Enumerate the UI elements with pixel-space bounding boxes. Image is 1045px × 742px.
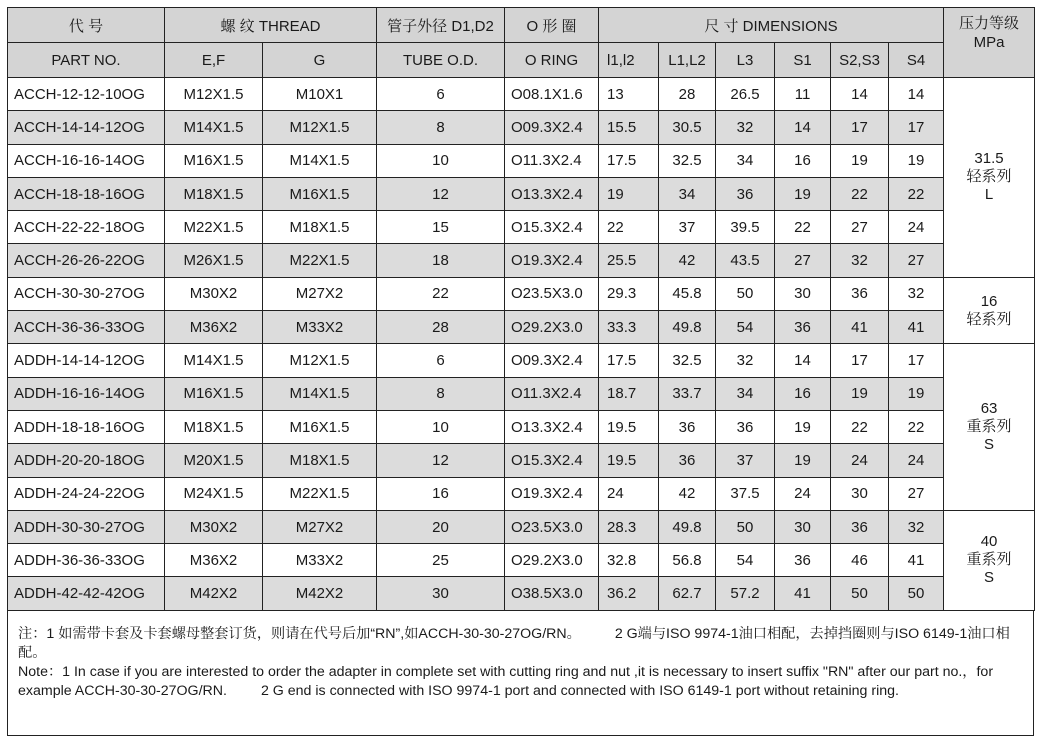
dim-col-header: S1 — [775, 43, 831, 78]
oring-cell: O15.3X2.4 — [505, 444, 599, 477]
thread-g-cell: M14X1.5 — [263, 377, 377, 410]
dimension-cell: 54 — [716, 544, 775, 577]
dimension-cell: 54 — [716, 311, 775, 344]
oring-cell: O09.3X2.4 — [505, 111, 599, 144]
dimension-cell: 45.8 — [659, 277, 716, 310]
dimension-cell: 22 — [831, 177, 889, 210]
dim-col-header: l1,l2 — [599, 43, 659, 78]
thread-ef-cell: M30X2 — [165, 510, 263, 543]
dim-col-header: S4 — [889, 43, 944, 78]
tube-od-cell: 30 — [377, 577, 505, 610]
thread-ef-cell: M26X1.5 — [165, 244, 263, 277]
tube-od-cell: 18 — [377, 244, 505, 277]
dimension-cell: 14 — [831, 78, 889, 111]
table-row — [8, 510, 1035, 543]
code-zh-header: 代 号 — [8, 8, 165, 43]
dimension-cell: 41 — [889, 544, 944, 577]
dimension-table — [7, 7, 1035, 611]
dimension-cell: 41 — [831, 311, 889, 344]
part-no-cell: ADDH-18-18-16OG — [8, 410, 165, 443]
thread-g-cell: M16X1.5 — [263, 177, 377, 210]
dimension-cell: 36 — [716, 177, 775, 210]
dimension-cell: 19 — [831, 144, 889, 177]
dimension-cell: 30.5 — [659, 111, 716, 144]
dim-col-header: S2,S3 — [831, 43, 889, 78]
thread-g-cell: M14X1.5 — [263, 144, 377, 177]
dimension-cell: 36 — [716, 410, 775, 443]
part-no-cell: ADDH-30-30-27OG — [8, 510, 165, 543]
oring-cell: O11.3X2.4 — [505, 144, 599, 177]
thread-ef-cell: M18X1.5 — [165, 410, 263, 443]
dimension-cell: 17.5 — [599, 344, 659, 377]
dimension-cell: 19 — [831, 377, 889, 410]
thread-ef-cell: M12X1.5 — [165, 78, 263, 111]
dimension-cell: 34 — [716, 144, 775, 177]
tube-od-cell: 25 — [377, 544, 505, 577]
dimension-cell: 27 — [889, 244, 944, 277]
table-row — [8, 444, 1035, 477]
table-row — [8, 544, 1035, 577]
tube-od-header: TUBE O.D. — [377, 43, 505, 78]
dimension-cell: 39.5 — [716, 211, 775, 244]
table-row — [8, 344, 1035, 377]
table-row — [8, 177, 1035, 210]
thread-ef-cell: M42X2 — [165, 577, 263, 610]
dimension-cell: 62.7 — [659, 577, 716, 610]
dimension-cell: 22 — [775, 211, 831, 244]
dimension-cell: 19 — [775, 444, 831, 477]
thread-header: 螺 纹 THREAD — [165, 8, 377, 43]
oring-cell: O19.3X2.4 — [505, 477, 599, 510]
dimension-cell: 11 — [775, 78, 831, 111]
dimension-cell: 43.5 — [716, 244, 775, 277]
tube-od-cell: 6 — [377, 344, 505, 377]
dimension-cell: 50 — [889, 577, 944, 610]
dimension-cell: 32 — [889, 277, 944, 310]
dimension-cell: 37 — [716, 444, 775, 477]
dimension-cell: 36 — [775, 311, 831, 344]
dimension-cell: 14 — [775, 344, 831, 377]
part-no-cell: ACCH-12-12-10OG — [8, 78, 165, 111]
dimension-cell: 24 — [889, 444, 944, 477]
dimension-cell: 17 — [831, 111, 889, 144]
pressure-value: 40 — [980, 533, 998, 551]
pressure-series: 轻系列 — [966, 310, 1012, 328]
thread-ef-cell: M22X1.5 — [165, 211, 263, 244]
tube-od-cell: 8 — [377, 111, 505, 144]
g-header: G — [263, 43, 377, 78]
pressure-cell — [944, 510, 1035, 610]
dimension-cell: 24 — [599, 477, 659, 510]
oring-header: O RING — [505, 43, 599, 78]
thread-g-cell: M22X1.5 — [263, 244, 377, 277]
part-no-cell: ACCH-16-16-14OG — [8, 144, 165, 177]
dimension-cell: 36 — [831, 277, 889, 310]
tube-od-cell: 28 — [377, 311, 505, 344]
dimension-cell: 57.2 — [716, 577, 775, 610]
dimension-cell: 19 — [775, 410, 831, 443]
thread-g-cell: M12X1.5 — [263, 111, 377, 144]
dimension-cell: 24 — [831, 444, 889, 477]
part-no-cell: ACCH-22-22-18OG — [8, 211, 165, 244]
header-row-top — [8, 8, 1035, 43]
thread-ef-cell: M30X2 — [165, 277, 263, 310]
pressure-code: S — [984, 569, 995, 587]
tube-od-cell: 6 — [377, 78, 505, 111]
part-no-cell: ADDH-24-24-22OG — [8, 477, 165, 510]
part-no-cell: ACCH-18-18-16OG — [8, 177, 165, 210]
dimension-cell: 27 — [889, 477, 944, 510]
thread-ef-cell: M20X1.5 — [165, 444, 263, 477]
oring-cell: O11.3X2.4 — [505, 377, 599, 410]
thread-g-cell: M33X2 — [263, 311, 377, 344]
dimension-cell: 37 — [659, 211, 716, 244]
pressure-cell — [944, 344, 1035, 510]
part-no-cell: ADDH-36-36-33OG — [8, 544, 165, 577]
pressure-unit: MPa — [973, 34, 1005, 51]
dimension-cell: 36.2 — [599, 577, 659, 610]
dimension-cell: 29.3 — [599, 277, 659, 310]
dimension-cell: 30 — [831, 477, 889, 510]
note-en-2: 2 G end is connected with ISO 9974-1 port and connected with ISO 6149-1 port without retaining ring. — [260, 682, 899, 699]
tube-od-cell: 12 — [377, 444, 505, 477]
thread-ef-cell: M14X1.5 — [165, 344, 263, 377]
tube-zh-header: 管子外径 D1,D2 — [377, 8, 505, 43]
oring-cell: O13.3X2.4 — [505, 410, 599, 443]
spec-sheet — [7, 7, 1034, 736]
thread-g-cell: M16X1.5 — [263, 410, 377, 443]
thread-g-cell: M10X1 — [263, 78, 377, 111]
thread-ef-cell: M18X1.5 — [165, 177, 263, 210]
pressure-code: L — [984, 186, 994, 204]
notes — [7, 611, 1034, 736]
oring-cell: O23.5X3.0 — [505, 277, 599, 310]
dimension-cell: 33.3 — [599, 311, 659, 344]
dimension-cell: 34 — [659, 177, 716, 210]
dimension-cell: 32 — [889, 510, 944, 543]
pressure-value: 16 — [980, 292, 998, 310]
part-no-cell: ADDH-20-20-18OG — [8, 444, 165, 477]
tube-od-cell: 20 — [377, 510, 505, 543]
note-zh — [18, 625, 1023, 663]
thread-g-cell: M22X1.5 — [263, 477, 377, 510]
dimension-cell: 22 — [831, 410, 889, 443]
pressure-series: 重系列 — [966, 418, 1012, 436]
thread-ef-cell: M36X2 — [165, 544, 263, 577]
oring-cell: O38.5X3.0 — [505, 577, 599, 610]
dimension-cell: 24 — [775, 477, 831, 510]
thread-g-cell: M12X1.5 — [263, 344, 377, 377]
pressure-header — [944, 8, 1035, 78]
dimension-cell: 17 — [889, 111, 944, 144]
dimension-cell: 32.5 — [659, 144, 716, 177]
ef-header: E,F — [165, 43, 263, 78]
dimension-cell: 42 — [659, 477, 716, 510]
dimension-cell: 25.5 — [599, 244, 659, 277]
dimension-cell: 22 — [889, 177, 944, 210]
tube-od-cell: 15 — [377, 211, 505, 244]
dimension-cell: 36 — [775, 544, 831, 577]
oring-cell: O09.3X2.4 — [505, 344, 599, 377]
dimension-cell: 41 — [775, 577, 831, 610]
dimension-cell: 22 — [889, 410, 944, 443]
dimension-cell: 32 — [716, 111, 775, 144]
dimension-cell: 30 — [775, 277, 831, 310]
oring-cell: O29.2X3.0 — [505, 311, 599, 344]
table-row — [8, 78, 1035, 111]
dimension-cell: 28 — [659, 78, 716, 111]
dimension-cell: 16 — [775, 377, 831, 410]
dim-col-header: L3 — [716, 43, 775, 78]
part-no-cell: ADDH-42-42-42OG — [8, 577, 165, 610]
dimension-cell: 30 — [775, 510, 831, 543]
table-row — [8, 311, 1035, 344]
dimension-cell: 13 — [599, 78, 659, 111]
thread-g-cell: M18X1.5 — [263, 211, 377, 244]
thread-g-cell: M27X2 — [263, 510, 377, 543]
table-row — [8, 577, 1035, 610]
part-no-cell: ADDH-14-14-12OG — [8, 344, 165, 377]
part-no-cell: ACCH-36-36-33OG — [8, 311, 165, 344]
table-row — [8, 377, 1035, 410]
dimension-cell: 36 — [831, 510, 889, 543]
tube-od-cell: 16 — [377, 477, 505, 510]
note-zh-1: 注：1 如需带卡套及卡套螺母整套订货，则请在代号后加“RN”,如ACCH-30-30-27OG/RN。 — [18, 625, 581, 642]
dimension-cell: 42 — [659, 244, 716, 277]
oring-cell: O13.3X2.4 — [505, 177, 599, 210]
dimension-cell: 15.5 — [599, 111, 659, 144]
dimension-cell: 46 — [831, 544, 889, 577]
thread-ef-cell: M14X1.5 — [165, 111, 263, 144]
dimension-cell: 27 — [831, 211, 889, 244]
note-en — [18, 663, 1023, 701]
dimension-cell: 41 — [889, 311, 944, 344]
dimension-cell: 19 — [775, 177, 831, 210]
tube-od-cell: 10 — [377, 410, 505, 443]
dimension-cell: 14 — [889, 78, 944, 111]
dimension-cell: 50 — [716, 510, 775, 543]
note-en-1: Note：1 In case if you are interested to order the adapter in complete set with cutting ring and nut ,it is necessary to insert suffix "RN" after our part no.，for example ACCH-30-30-27OG/RN. — [18, 663, 994, 699]
oring-cell: O29.2X3.0 — [505, 544, 599, 577]
thread-g-cell: M42X2 — [263, 577, 377, 610]
dimension-cell: 32.5 — [659, 344, 716, 377]
part-no-cell: ACCH-26-26-22OG — [8, 244, 165, 277]
part-no-cell: ADDH-16-16-14OG — [8, 377, 165, 410]
dimension-cell: 22 — [599, 211, 659, 244]
thread-ef-cell: M36X2 — [165, 311, 263, 344]
note-zh-2: 2 G端与ISO 9974-1油口相配，去掉挡圈则与ISO 6149-1油口相配。 — [18, 625, 1010, 661]
pressure-code: S — [984, 436, 995, 454]
tube-od-cell: 12 — [377, 177, 505, 210]
tube-od-cell: 10 — [377, 144, 505, 177]
dimension-cell: 50 — [716, 277, 775, 310]
pressure-cell — [944, 277, 1035, 344]
table-row — [8, 211, 1035, 244]
pressure-cell — [944, 78, 1035, 278]
dimension-cell: 26.5 — [716, 78, 775, 111]
dimension-cell: 17.5 — [599, 144, 659, 177]
dimension-cell: 33.7 — [659, 377, 716, 410]
tube-od-cell: 8 — [377, 377, 505, 410]
table-row — [8, 244, 1035, 277]
dimensions-header: 尺 寸 DIMENSIONS — [599, 8, 944, 43]
thread-g-cell: M18X1.5 — [263, 444, 377, 477]
dimension-cell: 19 — [889, 144, 944, 177]
dimension-cell: 32.8 — [599, 544, 659, 577]
dimension-cell: 17 — [831, 344, 889, 377]
thread-g-cell: M27X2 — [263, 277, 377, 310]
part-no-header: PART NO. — [8, 43, 165, 78]
oring-zh-header: O 形 圈 — [505, 8, 599, 43]
dimension-cell: 32 — [716, 344, 775, 377]
dimension-cell: 24 — [889, 211, 944, 244]
table-row — [8, 410, 1035, 443]
oring-cell: O23.5X3.0 — [505, 510, 599, 543]
part-no-cell: ACCH-30-30-27OG — [8, 277, 165, 310]
dimension-cell: 16 — [775, 144, 831, 177]
table-row — [8, 477, 1035, 510]
table-row — [8, 144, 1035, 177]
pressure-series: 轻系列 — [966, 168, 1012, 186]
dimension-cell: 19 — [599, 177, 659, 210]
thread-g-cell: M33X2 — [263, 544, 377, 577]
thread-ef-cell: M16X1.5 — [165, 377, 263, 410]
dimension-cell: 32 — [831, 244, 889, 277]
dimension-cell: 28.3 — [599, 510, 659, 543]
dimension-cell: 27 — [775, 244, 831, 277]
pressure-value: 63 — [980, 400, 998, 418]
dim-col-header: L1,L2 — [659, 43, 716, 78]
table-row — [8, 111, 1035, 144]
header-row-bottom — [8, 43, 1035, 78]
pressure-value: 31.5 — [974, 150, 1004, 168]
table-body — [8, 78, 1035, 611]
dimension-cell: 56.8 — [659, 544, 716, 577]
oring-cell: O08.1X1.6 — [505, 78, 599, 111]
dimension-cell: 17 — [889, 344, 944, 377]
dimension-cell: 49.8 — [659, 510, 716, 543]
dimension-cell: 49.8 — [659, 311, 716, 344]
thread-ef-cell: M16X1.5 — [165, 144, 263, 177]
part-no-cell: ACCH-14-14-12OG — [8, 111, 165, 144]
pressure-series: 重系列 — [966, 551, 1012, 569]
dimension-cell: 19 — [889, 377, 944, 410]
dimension-cell: 19.5 — [599, 444, 659, 477]
oring-cell: O15.3X2.4 — [505, 211, 599, 244]
pressure-zh: 压力等级 — [959, 15, 1020, 32]
dimension-cell: 34 — [716, 377, 775, 410]
dimension-cell: 37.5 — [716, 477, 775, 510]
dimension-cell: 18.7 — [599, 377, 659, 410]
dimension-cell: 14 — [775, 111, 831, 144]
dimension-cell: 50 — [831, 577, 889, 610]
oring-cell: O19.3X2.4 — [505, 244, 599, 277]
dimension-cell: 36 — [659, 444, 716, 477]
dimension-cell: 36 — [659, 410, 716, 443]
thread-ef-cell: M24X1.5 — [165, 477, 263, 510]
dimension-cell: 19.5 — [599, 410, 659, 443]
tube-od-cell: 22 — [377, 277, 505, 310]
table-row — [8, 277, 1035, 310]
